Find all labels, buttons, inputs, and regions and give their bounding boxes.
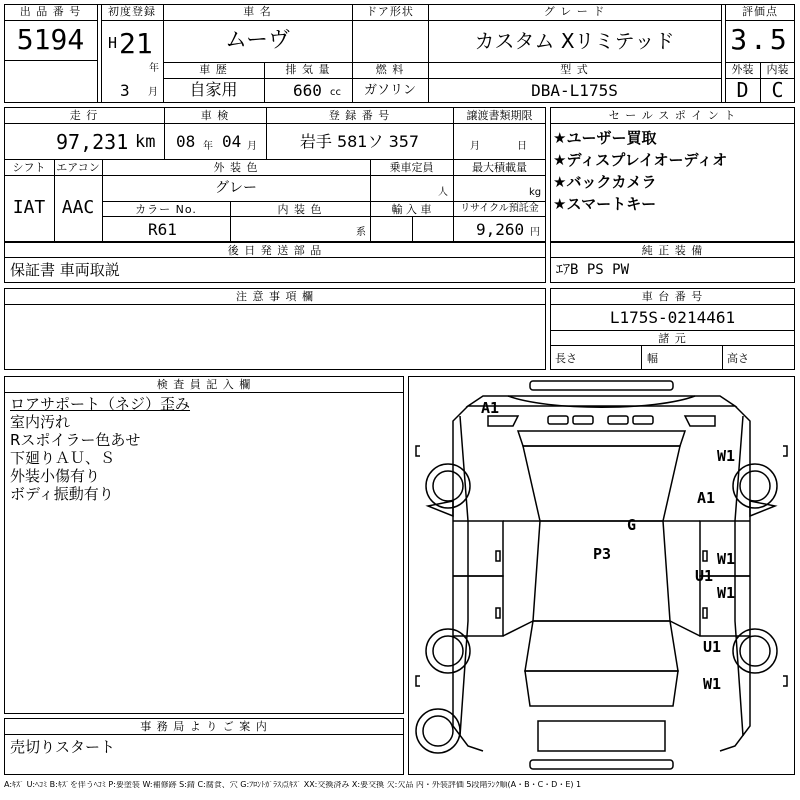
interior-label: 内装 [766, 63, 789, 76]
damage-mark: G [627, 516, 637, 534]
rule [4, 159, 546, 160]
chassis-label: 車 台 番 号 [641, 290, 704, 303]
damage-mark: W1 [717, 550, 736, 568]
inspection-label: 車 検 [200, 109, 230, 122]
rule [721, 4, 722, 103]
sales-points-label: セ ー ル ス ポ イ ン ト [608, 109, 737, 122]
damage-mark: W1 [703, 675, 722, 693]
height-label: 高さ [727, 352, 749, 365]
damage-mark: U1 [703, 638, 722, 656]
damage-mark: A1 [697, 489, 716, 507]
model-label: 型 式 [560, 63, 589, 76]
rule [550, 123, 795, 124]
later-parts-value: 保証書 車両取説 [10, 261, 120, 279]
length-label: 長さ [555, 352, 577, 365]
rule [4, 392, 404, 393]
equipment-label: 純 正 装 備 [641, 244, 704, 257]
registration-number: 岩手 581ソ 357 [299, 132, 420, 151]
rule [641, 345, 642, 370]
rule [163, 62, 721, 63]
fuel-value: ガソリン [363, 83, 416, 98]
displacement-value: 660 [293, 81, 322, 100]
aircon-value: AAC [61, 197, 95, 218]
rule [4, 175, 546, 176]
shift-value: IAT [12, 197, 46, 218]
rule [722, 345, 723, 370]
shift-label: シフト [12, 161, 46, 174]
history-label: 車 歴 [199, 63, 228, 76]
inspection-month-unit: 月 [247, 141, 257, 152]
inspector-note: 下廻りＡＵ、Ｓ [10, 449, 116, 467]
equipment-value: ｴｱB PS PW [556, 262, 630, 278]
inspection-year: 08 [176, 132, 196, 151]
sales-point-item: ★スマートキー [553, 195, 657, 213]
inspector-note: Rスポイラー色あせ [10, 431, 141, 449]
mileage-unit: km [135, 132, 156, 152]
color-value: グレー [215, 180, 257, 196]
interior-color-label: 内 装 色 [277, 203, 323, 216]
capacity-label: 乗車定員 [389, 161, 434, 174]
rule [4, 123, 546, 124]
inspector-label: 検 査 員 記 入 欄 [156, 378, 252, 391]
legend: A:ｷｽﾞ U:ﾍｺﾐ B:ｷｽﾞを伴うﾍｺﾐ P:要塗装 W:補修跡 S:錆 C:腐食、穴 G:ﾌﾛﾝﾄｶﾞﾗｽ点ｷｽﾞ XX:交換済み X:要交換 欠:欠品 内・外装評価 5段階ﾗﾝｸ順(A・B・C・D・E) 1 [4, 781, 582, 789]
color-label: 外 装 色 [213, 161, 259, 174]
score-label: 評価点 [742, 5, 778, 18]
rule [163, 78, 721, 79]
rule [550, 304, 795, 305]
rule [4, 60, 97, 61]
transfer-label: 譲渡書類期限 [466, 109, 533, 122]
aircon-label: エアコン [56, 161, 100, 174]
car-diagram [408, 376, 795, 775]
fuel-label: 燃 料 [375, 63, 405, 76]
sales-point-item: ★バックカメラ [553, 173, 657, 191]
exterior-label: 外装 [731, 63, 754, 76]
rule [550, 330, 795, 331]
inspector-note: ロアサポート（ネジ）歪み [10, 395, 191, 413]
notes-label: 注 意 事 項 欄 [236, 290, 314, 303]
displacement-label: 排 気 量 [285, 63, 331, 76]
load-unit: kg [529, 187, 542, 198]
capacity-unit: 人 [438, 187, 448, 198]
later-parts-label: 後 日 発 送 部 品 [227, 244, 323, 257]
recycle-value: 9,260 [476, 220, 525, 239]
reg-year: 21 [119, 27, 153, 60]
inspector-note: 室内汚れ [10, 413, 71, 431]
first-reg-label: 初度登録 [108, 5, 156, 18]
mileage-label: 走 行 [69, 109, 99, 122]
era: H [108, 34, 118, 52]
recycle-label: リサイクル預託金 [460, 203, 539, 214]
inspector-note: 外装小傷有り [10, 467, 101, 485]
month-unit: 月 [148, 87, 158, 98]
interior-color-unit: 系 [356, 227, 366, 238]
width-label: 幅 [647, 352, 658, 365]
damage-mark: P3 [593, 545, 612, 563]
car-name: ムーヴ [225, 28, 290, 53]
lot-label: 出 品 番 号 [19, 5, 82, 18]
rule [550, 257, 795, 258]
rule [97, 4, 98, 103]
inspection-year-unit: 年 [203, 141, 213, 152]
mileage-value: 97,231 [56, 130, 129, 154]
score-value: 3.5 [730, 23, 790, 56]
import-label: 輸 入 車 [391, 203, 432, 216]
exterior-grade: D [736, 78, 749, 102]
lot-number: 5194 [16, 23, 85, 56]
interior-grade: C [771, 78, 784, 102]
grade-value: カスタム Xリミテッド [474, 29, 675, 53]
rule [102, 201, 546, 202]
rule [4, 304, 546, 305]
displacement-unit: cc [330, 87, 341, 98]
rule [550, 345, 795, 346]
grade-label: グ レ ー ド [543, 5, 606, 18]
inspector-note: ボディ振動有り [10, 485, 114, 503]
name-label: 車 名 [243, 5, 272, 18]
reg-month: 3 [120, 81, 130, 100]
recycle-unit: 円 [530, 227, 540, 238]
color-no-label: カラー No. [135, 203, 197, 216]
damage-mark: W1 [717, 447, 736, 465]
year-unit: 年 [149, 63, 159, 74]
transfer-month-unit: 月 [470, 141, 480, 152]
sales-point-item: ★ディスプレイオーディオ [553, 151, 728, 169]
rule [4, 20, 97, 21]
rule [725, 20, 795, 21]
damage-mark: W1 [717, 584, 736, 602]
rule [102, 216, 546, 217]
load-label: 最大積載量 [472, 161, 527, 174]
registration-label: 登 録 番 号 [328, 109, 391, 122]
inspection-month: 04 [222, 132, 242, 151]
transfer-day-unit: 日 [517, 141, 527, 152]
chassis-number: L175S-0214461 [609, 308, 736, 327]
damage-mark: A1 [481, 399, 500, 417]
sales-point-item: ★ユーザー買取 [553, 129, 657, 147]
rule [4, 734, 404, 735]
color-no-value: R61 [148, 220, 177, 239]
history-value: 自家用 [189, 80, 238, 99]
office-value: 売切りスタート [10, 738, 116, 756]
rule [412, 216, 413, 242]
rule [4, 257, 546, 258]
rule [101, 20, 721, 21]
damage-mark: U1 [695, 567, 714, 585]
office-label: 事 務 局 よ り ご 案 内 [140, 720, 268, 733]
rule [101, 4, 102, 103]
rule [453, 107, 454, 242]
door-label: ドア形状 [366, 5, 414, 18]
spec-label: 諸 元 [658, 332, 687, 345]
model-value: DBA-L175S [531, 81, 618, 100]
